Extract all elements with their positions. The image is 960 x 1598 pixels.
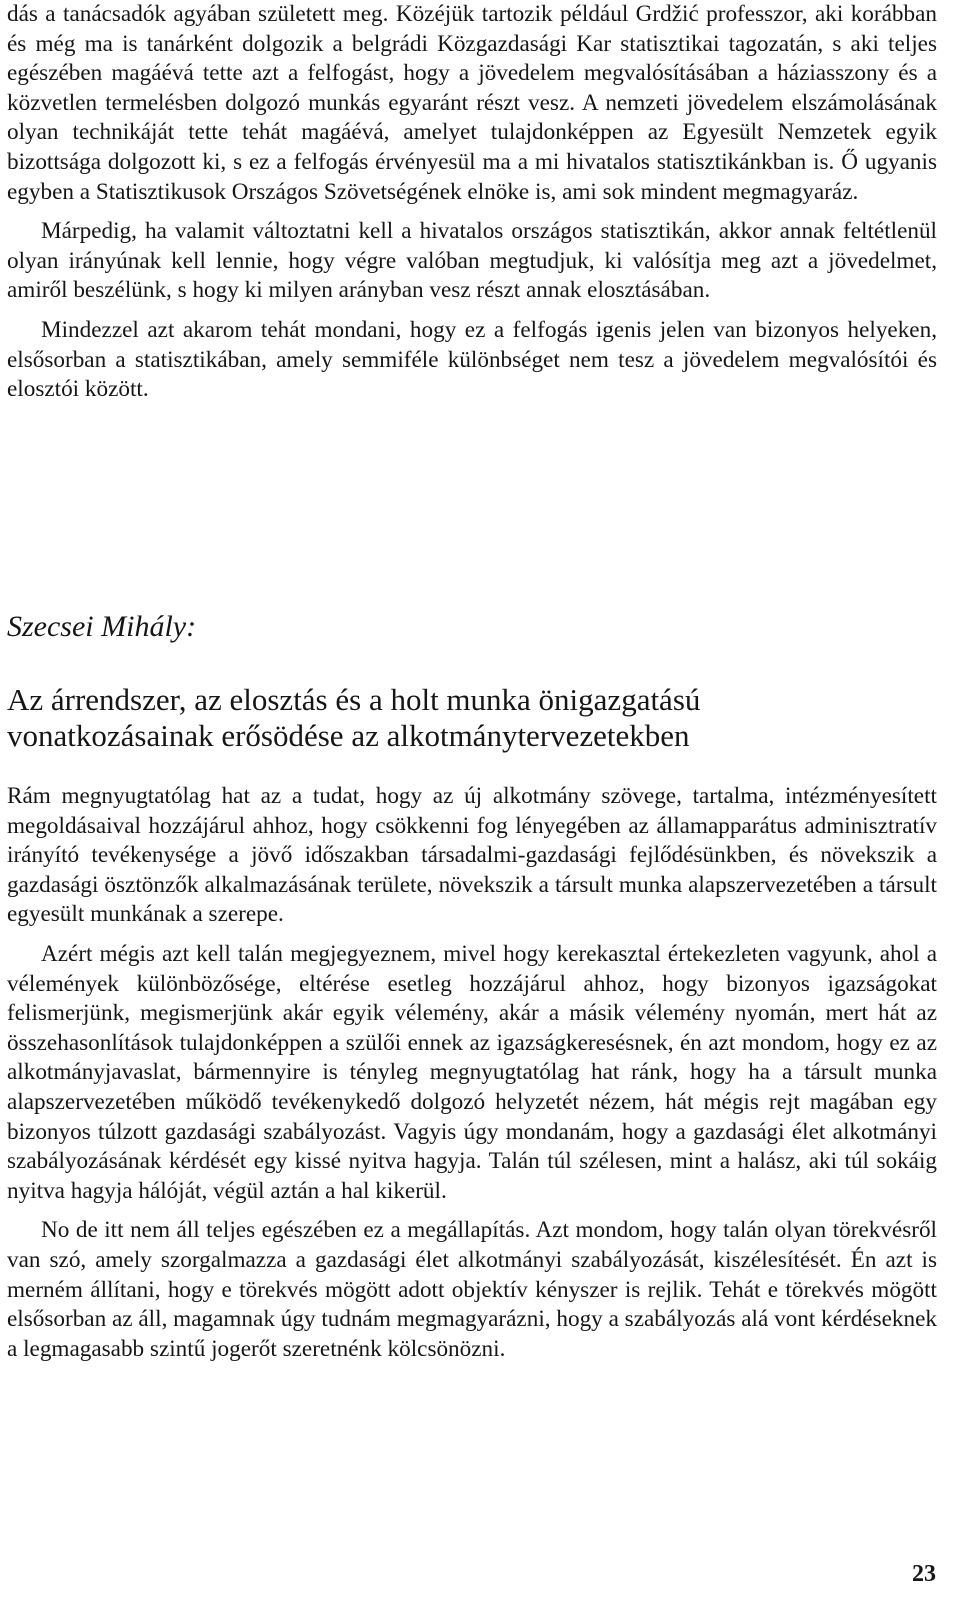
speaker-name: Szecsei Mihály: (7, 610, 197, 643)
section-one-text (7, 0, 937, 405)
paragraph: Mindezzel azt akarom tehát mondani, hogy ez a felfogás igenis jelen van bizonyos helyeken, elsősorban a statisztikában, amely semmiféle különbséget nem tesz a jövedelem megvalósítói és elosztói között. (7, 316, 937, 403)
paragraph: Rám megnyugtatólag hat az a tudat, hogy az új alkotmány szövege, tartalma, intézményesített megoldásaival hozzájárul ahhoz, hogy csökkenni fog lényegében az államapparátus adminisztratív irányító tevékenysége a jövő időszakban társadalmi-gazdasági fejlődésünkben, és növekszik a gazdasági ösztönzők alkalmazásának területe, növekszik a társult munka alapszervezetében a társult egyesült munkának a szerepe. (7, 783, 937, 928)
paragraph: dás a tanácsadók agyában született meg. Közéjük tartozik például Grdžić professzor, aki korábban és még ma is tanárként dolgozik a belgrádi Közgazdasági Kar statisztikai tagozatán, s aki teljes egészében magáévá tette azt a felfogást, hogy a jövedelem megvalósításában a háziasszony és a közvetlen termelésben dolgozó munkás egyaránt részt vesz. A nemzeti jövedelem elszámolásának olyan technikáját tette tehát magáévá, amelyet tulajdonképpen az Egyesült Nemzetek egyik bizottsága dolgozott ki, s ez a felfogás érvényesül ma a mi hivatalos statisztikánkban is. Ő ugyanis egyben a Statisztikusok Országos Szövetségének elnöke is, ami sok mindent megmagyaráz. (7, 1, 937, 205)
paragraph: Azért mégis azt kell talán megjegyeznem, mivel hogy kerekasztal értekezleten vagyunk, ahol a vélemények különbözősége, eltérése esetleg hozzájárul ahhoz, hogy bizonyos igazságokat felismerjünk, megismerjünk akár egyik vélemény, akár a másik vélemény nyomán, mert hát az összehasonlítások tulajdonképpen a szülői ennek az igazságkeresésnek, én azt mondom, hogy ez az alkotmányjavaslat, bármennyire is tényleg megnyugtatólag hat ránk, hogy ha a társult munka alapszervezetében működő tevékenykedő dolgozó helyzetét nézem, hát mégis rejt magában egy bizonyos túlzott gazdasági szabályozást. Vagyis úgy mondanám, hogy a gazdasági élet alkotmányi szabályozásának kérdését egy kissé nyitva hagyja. Talán túl szélesen, mint a halász, aki túl sokáig nyitva hagyja hálóját, végül aztán a hal kikerül. (7, 940, 937, 1204)
paragraph: No de itt nem áll teljes egészében ez a megállapítás. Azt mondom, hogy talán olyan törekvésről van szó, amely szorgalmazza a gazdasági élet alkotmányi szabályozását, kiszélesítését. Én azt is merném állítani, hogy e törekvés mögött adott objektív kényszer is rejlik. Tehát e törekvés mögött elsősorban az áll, magamnak úgy tudnám megmagyarázni, hogy a szabályozás alá vont kérdéseknek a legmagasabb szintű jogerőt szeretnénk kölcsönözni. (7, 1217, 937, 1362)
section-two-text (7, 782, 937, 1364)
section-title: Az árrendszer, az elosztás és a holt munka önigazgatású vonatkozásainak erősödése az alkotmánytervezetekben (7, 682, 701, 753)
paragraph: Márpedig, ha valamit változtatni kell a hivatalos országos statisztikán, akkor annak feltétlenül olyan irányúnak kell lennie, hogy végre valóban megtudjuk, ki valósítja meg azt a jövedelmet, amiről beszélünk, s hogy ki milyen arányban vesz részt annak elosztásában. (7, 218, 937, 304)
page-number: 23 (912, 1561, 936, 1587)
